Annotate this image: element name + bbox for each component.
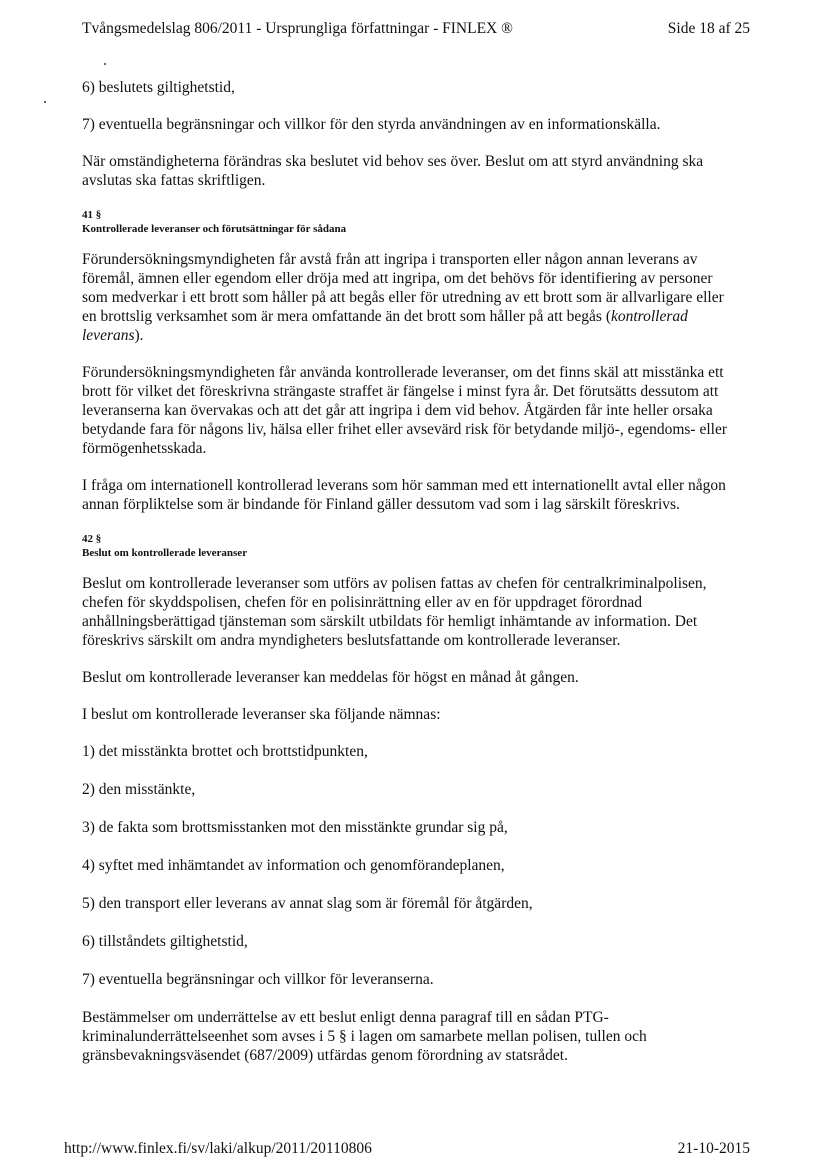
paragraph: I beslut om kontrollerade leveranser ska följande nämnas:	[82, 706, 441, 723]
paragraph-text: Förundersökningsmyndigheten får avstå från att ingripa i transporten eller någon annan leverans av föremål, ämnen eller egendom eller dröja med att ingripa, om det behövs för identifiering av personer som medverkar i ett brott som håller på att begås eller för utredning av ett brott som är allvarligare eller en brottslig verksamhet som är mera omfattande än det brott som håller på att begås (	[82, 251, 724, 325]
paragraph: Beslut om kontrollerade leveranser kan meddelas för högst en månad åt gången.	[82, 669, 579, 686]
paragraph	[82, 250, 742, 345]
list-item: 4) syftet med inhämtandet av information och genomförandeplanen,	[82, 857, 505, 874]
paragraph-text-end: ).	[134, 327, 144, 344]
list-item: 7) eventuella begränsningar och villkor för den styrda användningen av en informationskälla.	[82, 116, 661, 133]
footer-url: http://www.finlex.fi/sv/laki/alkup/2011/20110806	[64, 1140, 372, 1157]
paragraph: Beslut om kontrollerade leveranser som utförs av polisen fattas av chefen för centralkriminalpolisen, chefen för skyddspolisen, chefen för en polisinrättning eller av en för uppdraget förordnad anhållningsberättigad tjänsteman som särskilt utbildats för hemligt inhämtande av information. Det föreskrivs särskilt om andra myndigheters beslutsfattande om kontrollerade leveranser.	[82, 575, 707, 649]
header-title: Tvångsmedelslag 806/2011 - Ursprungliga författningar - FINLEX ®	[82, 20, 513, 37]
list-item: 5) den transport eller leverans av annat slag som är föremål för åtgärden,	[82, 895, 533, 912]
list-item: 1) det misstänkta brottet och brottstidpunkten,	[82, 743, 368, 760]
paragraph: I fråga om internationell kontrollerad leverans som hör samman med ett internationellt avtal eller någon annan förpliktelse som är bindande för Finland gäller dessutom vad som i lag särskilt föreskrivs.	[82, 477, 726, 513]
list-item: 2) den misstänkte,	[82, 781, 196, 798]
header-page-number: Side 18 af 25	[667, 20, 750, 37]
section-title: Beslut om kontrollerade leveranser	[82, 547, 248, 559]
paragraph: När omständigheterna förändras ska beslutet vid behov ses över. Beslut om att styrd användning ska avslutas ska fattas skriftligen.	[82, 153, 704, 189]
list-item: 6) beslutets giltighetstid,	[82, 79, 235, 96]
paragraph: Förundersökningsmyndigheten får använda kontrollerade leveranser, om det finns skäl att misstänka ett brott för vilket det föreskrivna strängaste straffet är fängelse i minst fyra år. Det förutsätts dessutom att leveranserna kan övervakas och att det går att ingripa i dem vid behov. Åtgärden får inte heller orsaka betydande fara för någons liv, hälsa eller frihet eller avsevärd risk för betydande miljö-, egendoms- eller förmögenhetsskada.	[82, 364, 728, 457]
section-number: 41 §	[82, 209, 102, 221]
section-number: 42 §	[82, 533, 102, 545]
scan-speck	[104, 63, 106, 65]
scan-speck	[44, 101, 46, 103]
document-body	[82, 78, 742, 1083]
section-title: Kontrollerade leveranser och förutsättningar för sådana	[82, 223, 347, 235]
page-header	[82, 20, 750, 38]
list-item: 6) tillståndets giltighetstid,	[82, 933, 248, 950]
defined-term: kontrollerad leverans	[82, 308, 688, 344]
list-item: 7) eventuella begränsningar och villkor för leveranserna.	[82, 971, 434, 988]
paragraph: Bestämmelser om underrättelse av ett beslut enligt denna paragraf till en sådan PTG-kriminalunderrättelseenhet som avses i 5 § i lagen om samarbete mellan polisen, tullen och gränsbevakningsväsendet (687/2009) utfärdas genom förordning av statsrådet.	[82, 1009, 647, 1064]
list-item: 3) de fakta som brottsmisstanken mot den misstänkte grundar sig på,	[82, 819, 508, 836]
footer-date: 21-10-2015	[677, 1140, 750, 1157]
page-footer	[64, 1140, 750, 1158]
